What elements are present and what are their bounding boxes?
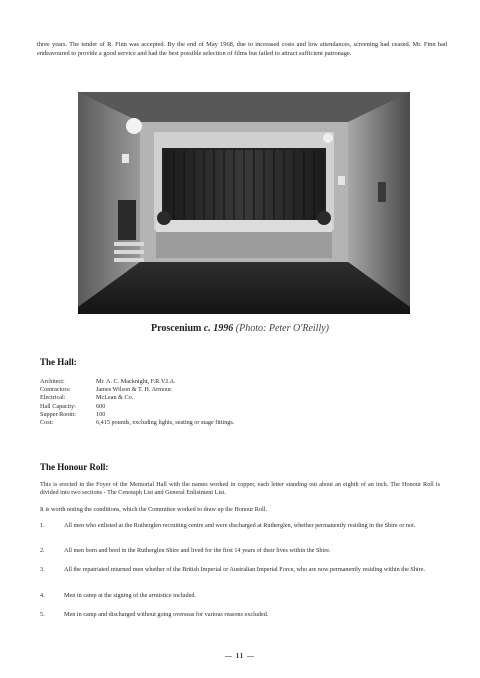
caption-year: c. 1996: [203, 323, 234, 334]
list-item: [40, 566, 440, 574]
hall-value: McLean & Co.: [96, 394, 134, 402]
hall-heading: The Hall:: [40, 357, 77, 367]
list-text: All men born and bred in the Rutherglen Shire and lived for the first 14 years of their lives within the Shire.: [64, 547, 331, 554]
hall-label: Contractors:: [40, 386, 71, 394]
list-item: [40, 522, 440, 530]
list-number: 2.: [40, 547, 45, 554]
hall-label: Hall Capacity:: [40, 402, 76, 410]
hall-value: 100: [96, 410, 106, 418]
hall-value: Mr. A. C. Macknight, F.R.V.I.A.: [96, 378, 176, 385]
hall-row: [40, 419, 234, 427]
photo-caption: [0, 323, 480, 335]
list-number: 3.: [40, 566, 45, 573]
hall-label: Cost:: [40, 419, 54, 427]
hall-row: [40, 378, 234, 386]
list-item: [40, 547, 440, 555]
caption-title: Proscenium: [150, 323, 202, 334]
list-text: All the repatriated returned men whether of the British Imperial or Australian Imperial Force, who are now permanently residing within the Shire.: [64, 566, 425, 573]
list-number: 4.: [40, 592, 45, 599]
list-text: Men in camp at the signing of the armistice included.: [64, 592, 196, 599]
page-number: — 11 —: [224, 652, 256, 660]
list-text: All men who enlisted at the Rutherglen recruiting centre and were discharged at Rutherglen, whether permanently residing in the Shire or not.: [64, 522, 416, 529]
hall-label: Electrical:: [40, 394, 66, 402]
hall-value: James Wilson & T. H. Armour.: [96, 386, 173, 394]
list-text: Men in camp and discharged without going overseas for various reasons excluded.: [64, 611, 269, 618]
honour-roll-heading: The Honour Roll:: [40, 462, 109, 472]
intro-paragraph: three years. The tender of R. Finn was accepted. By the end of May 1968, due to increased costs and low attendances, screening had ceased. Mr. Finn had endeavoured to provide a good service and had the best possible selection of films but failed to attract sufficient patronage.: [37, 41, 447, 57]
hall-row: [40, 411, 234, 419]
list-number: 1.: [40, 522, 45, 529]
hall-value: 6,415 pounds, excluding lights, seating or stage fittings.: [96, 419, 235, 427]
list-number: 5.: [40, 611, 45, 618]
caption-credit: (Photo: Peter O'Reilly): [235, 323, 330, 334]
list-item: [40, 592, 440, 600]
hall-value: 600: [96, 402, 106, 410]
honour-paragraph-1: This is erected in the Foyer of the Memorial Hall with the names worked in copper, each letter standing out about an eighth of an inch. The Honour Roll is divided into two sections - The Cenotaph List and General Enlistment List.: [40, 481, 440, 497]
hall-row: [40, 403, 234, 411]
hall-row: [40, 394, 234, 402]
hall-details: [40, 378, 234, 427]
honour-paragraph-2: It is worth noting the conditions, which the Committee worked to draw up the Honour Roll.: [40, 506, 268, 513]
hall-label: Architect:: [40, 378, 65, 385]
hall-label: Supper Room:: [40, 410, 76, 418]
list-item: [40, 611, 440, 619]
proscenium-photo: [78, 92, 410, 314]
hall-row: [40, 386, 234, 394]
